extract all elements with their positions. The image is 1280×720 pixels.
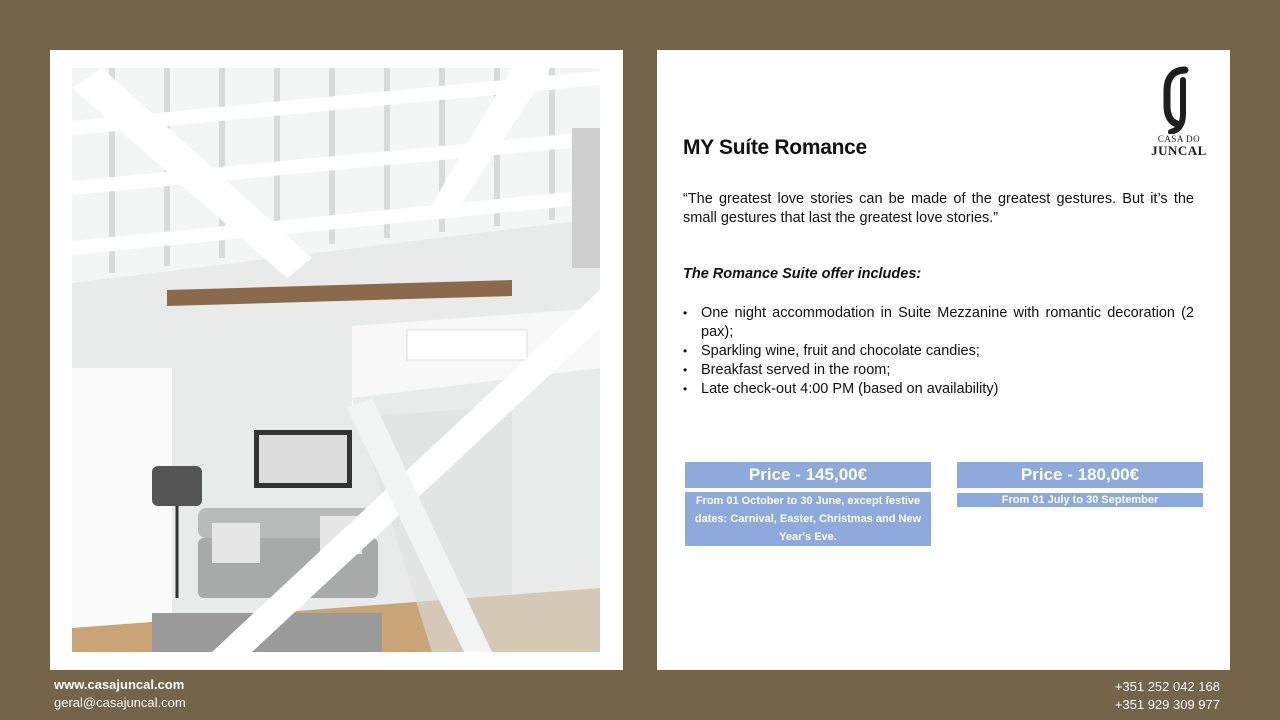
offer-includes-heading: The Romance Suite offer includes:	[683, 266, 922, 282]
logo-text-line2: JUNCAL	[1151, 143, 1207, 158]
price-box-high-season	[957, 462, 1203, 507]
offer-includes-list	[683, 304, 1194, 399]
list-item: • Late check-out 4:00 PM (based on availability)	[683, 380, 1194, 399]
footer-contact-web	[54, 676, 186, 712]
suite-photo	[72, 68, 600, 652]
price-note: From 01 October to 30 June, except festive dates: Carnival, Easter, Christmas and New Year's Eve.	[685, 492, 931, 546]
price-box-low-season	[685, 462, 931, 546]
list-item: • Breakfast served in the room;	[683, 361, 1194, 380]
price-note: From 01 July to 30 September	[957, 493, 1203, 507]
cj-monogram-icon	[1159, 66, 1199, 134]
logo-text-line1: CASA DO	[1157, 134, 1201, 144]
website-link[interactable]: www.casajuncal.com	[54, 677, 185, 692]
email-link[interactable]: geral@casajuncal.com	[54, 695, 186, 710]
casa-do-juncal-logo	[1147, 66, 1211, 164]
offer-quote: “The greatest love stories can be made of the greatest gestures. But it’s the small gestures that last the greatest love stories.”	[683, 191, 1194, 226]
footer-contact-phone	[1115, 678, 1220, 714]
phone-number-2[interactable]: +351 929 309 977	[1114, 697, 1220, 712]
list-item: • One night accommodation in Suite Mezzanine with romantic decoration (2 pax);	[683, 304, 1194, 342]
price-label: Price - 145,00€	[685, 462, 931, 488]
phone-number-1[interactable]: +351 252 042 168	[1114, 679, 1220, 694]
price-label: Price - 180,00€	[957, 462, 1203, 488]
suite-interior-illustration	[72, 68, 600, 652]
offer-title: MY Suíte Romance	[683, 136, 867, 159]
offer-panel	[657, 50, 1230, 670]
photo-panel	[50, 50, 623, 670]
list-item: • Sparkling wine, fruit and chocolate candies;	[683, 342, 1194, 361]
